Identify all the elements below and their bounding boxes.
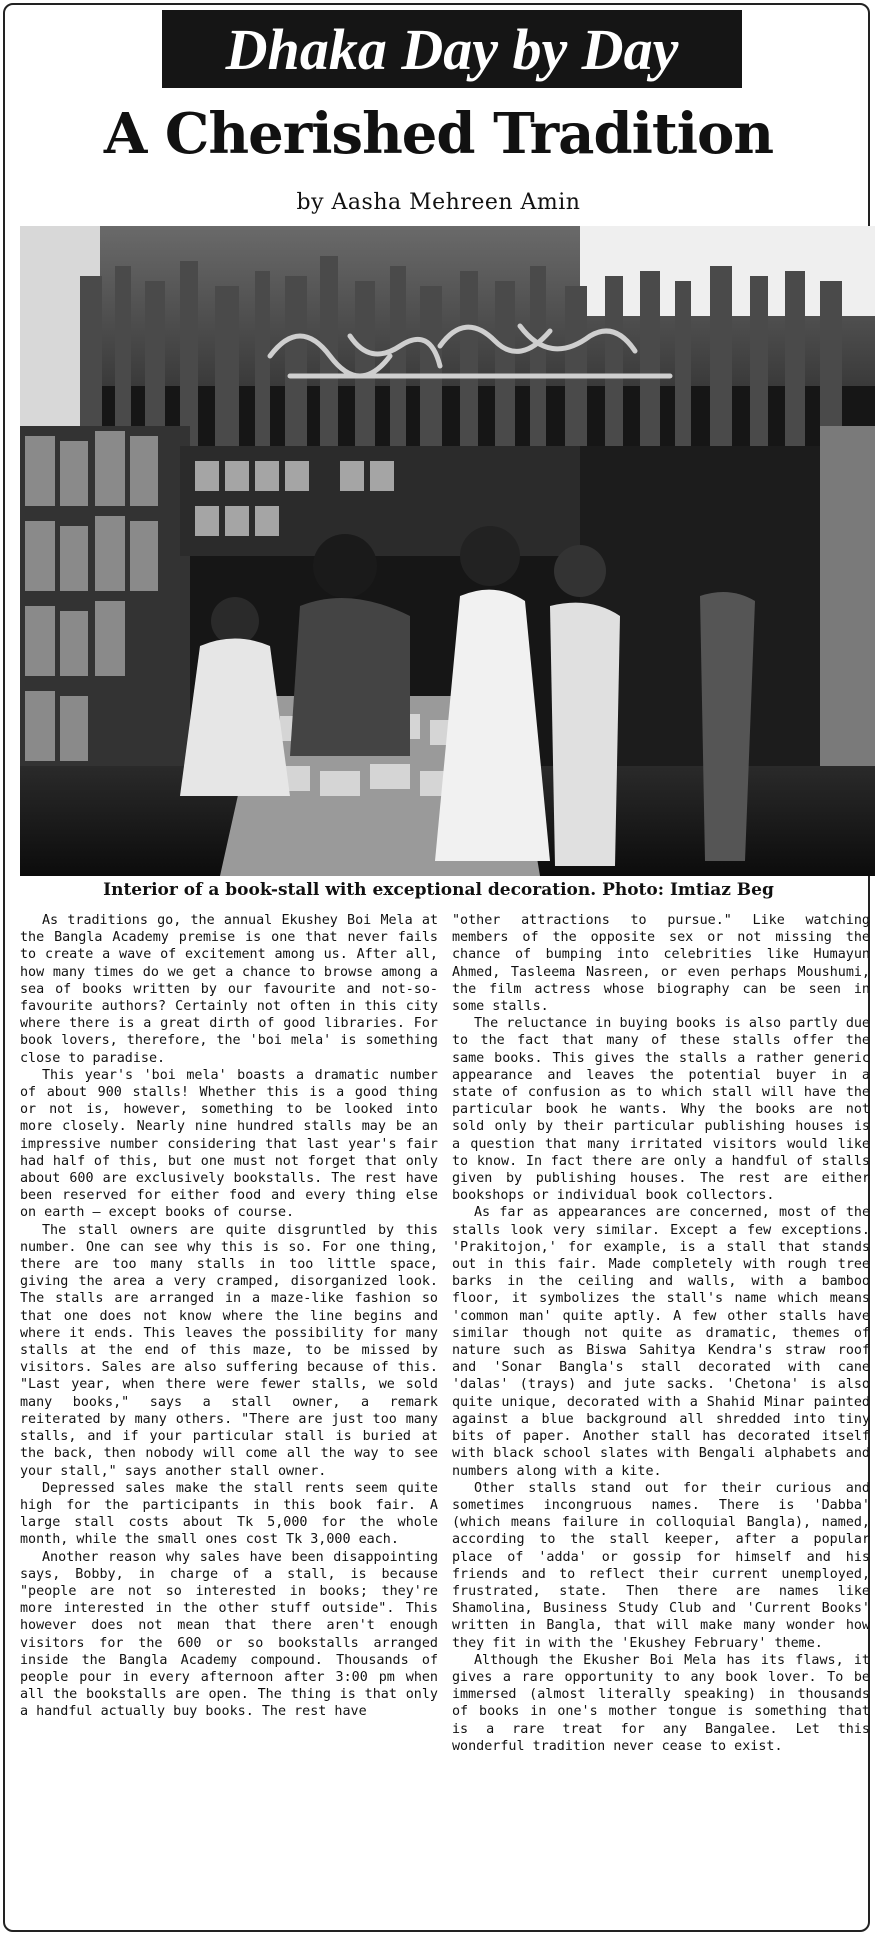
headline: A Cherished Tradition [103, 101, 774, 167]
paragraph: This year's 'boi mela' boasts a dramatic number of about 900 stalls! Whether this is a good thing or not is, however, something to be looked into more closely. Nearly nine hundred stalls may be an impressive number considering that last year's fair had half of this, but one must not forget that only about 600 are exclusively bookstalls. The rest have been reserved for either food and every thing else on earth — except books of course. [20, 1067, 438, 1221]
paragraph: Depressed sales make the stall rents seem quite high for the participants in this book fair. A large stall costs about Tk 5,000 for the whole month, while the small ones cost Tk 3,000 each. [20, 1480, 438, 1548]
photo-caption: Interior of a book-stall with exceptional decoration. Photo: Imtiaz Beg [103, 880, 774, 900]
paragraph: Although the Ekusher Boi Mela has its flaws, it gives a rare opportunity to any book lover. To be immersed (almost literally speaking) in thousands of books in one's mother tongue is something that is a rare treat for any Bangalee. Let this wonderful tradition never cease to exist. [452, 1652, 870, 1754]
paragraph: As far as appearances are concerned, most of the stalls look very similar. Except a few exceptions. 'Prakitojon,' for example, is a stall that stands out in this fair. Made completely with rough tree barks in the ceiling and walls, with a bamboo floor, it symbolizes the stall's name which means 'common man' quite aptly. A few other stalls have similar though not quite as dramatic, themes of nature such as Biswa Sahitya Kendra's straw roof and 'Sonar Bangla's stall decorated with cane 'dalas' (trays) and jute sacks. 'Chetona' is also quite unique, decorated with a Shahid Minar painted against a blue background all shredded into tiny bits of paper. Another stall has decorated itself with black school slates with Bengali alphabets and numbers along with a kite. [452, 1205, 870, 1479]
byline: by Aasha Mehreen Amin [296, 190, 581, 215]
paragraph-continued: "other attractions to pursue." Like watching members of the opposite sex or not missing the chance of bumping into celebrities like Humayun Ahmed, Tasleema Nasreen, or even perhaps Moushumi, the film actress whose biography can be seen in some stalls. [452, 913, 870, 1015]
paragraph: Other stalls stand out for their curious and sometimes incongruous names. There is 'Dabba' (which means failure in colloquial Bangla), named, according to the stall keeper, after a popular place of 'adda' or gossip for himself and his friends and to reflect their current unemployed, frustrated, state. Then there are names like Shamolina, Business Study Club and 'Current Books' written in Bangla, that will make many wonder how they fit in with the 'Ekushey February' theme. [452, 1480, 870, 1651]
bookstall-photo-drawing [20, 226, 875, 876]
paragraph: Another reason why sales have been disappointing says, Bobby, in charge of a stall, is because "people are not so interested in books; they're more interested in the other stuff outside". This however does not mean that there aren't enough visitors for the 600 or so bookstalls arranged inside the Bangla Academy compound. Thousands of people pour in every afternoon after 3:00 pm when all the bookstalls are open. The thing is that only a handful actually buy books. The rest have [20, 1549, 438, 1720]
paragraph: The reluctance in buying books is also partly due to the fact that many of these stalls offer the same books. This gives the stalls a rather generic appearance and leaves the potential buyer in a state of confusion as to which stall will have the particular book he wants. Why the books are not sold only by their particular publishing houses is a question that many irritated visitors would like to know. In fact there are only a handful of stalls given by publishing houses. The rest are either bookshops or individual book collectors. [452, 1016, 870, 1204]
article-column-right [452, 912, 870, 1927]
section-kicker: Dhaka Day by Day [162, 10, 742, 88]
article-column-left [20, 912, 438, 1927]
paragraph: As traditions go, the annual Ekushey Boi Mela at the Bangla Academy premise is one that never fails to create a wave of excitement among us. After all, how many times do we get a chance to browse among a sea of books written by our favourite and not-so-favourite authors? Certainly not often in this city where there is a great dirth of good libraries. For book lovers, therefore, the 'boi mela' is something close to paradise. [20, 913, 438, 1066]
paragraph: The stall owners are quite disgruntled by this number. One can see why this is so. For one thing, there are too many stalls in too little space, giving the area a very cramped, disorganized look. The stalls are arranged in a maze-like fashion so that one does not know where the line begins and where it ends. This leaves the possibility for many stalls at the end of this maze, to be missed by visitors. Sales are also suffering because of this. "Last year, when there were fewer stalls, we sold many books," says a stall owner, a remark reiterated by many others. "There are just too many stalls, and if your particular stall is buried at the back, then nobody will come all the way to see your stall," says another stall owner. [20, 1222, 438, 1479]
bookstall-photo [20, 226, 875, 876]
